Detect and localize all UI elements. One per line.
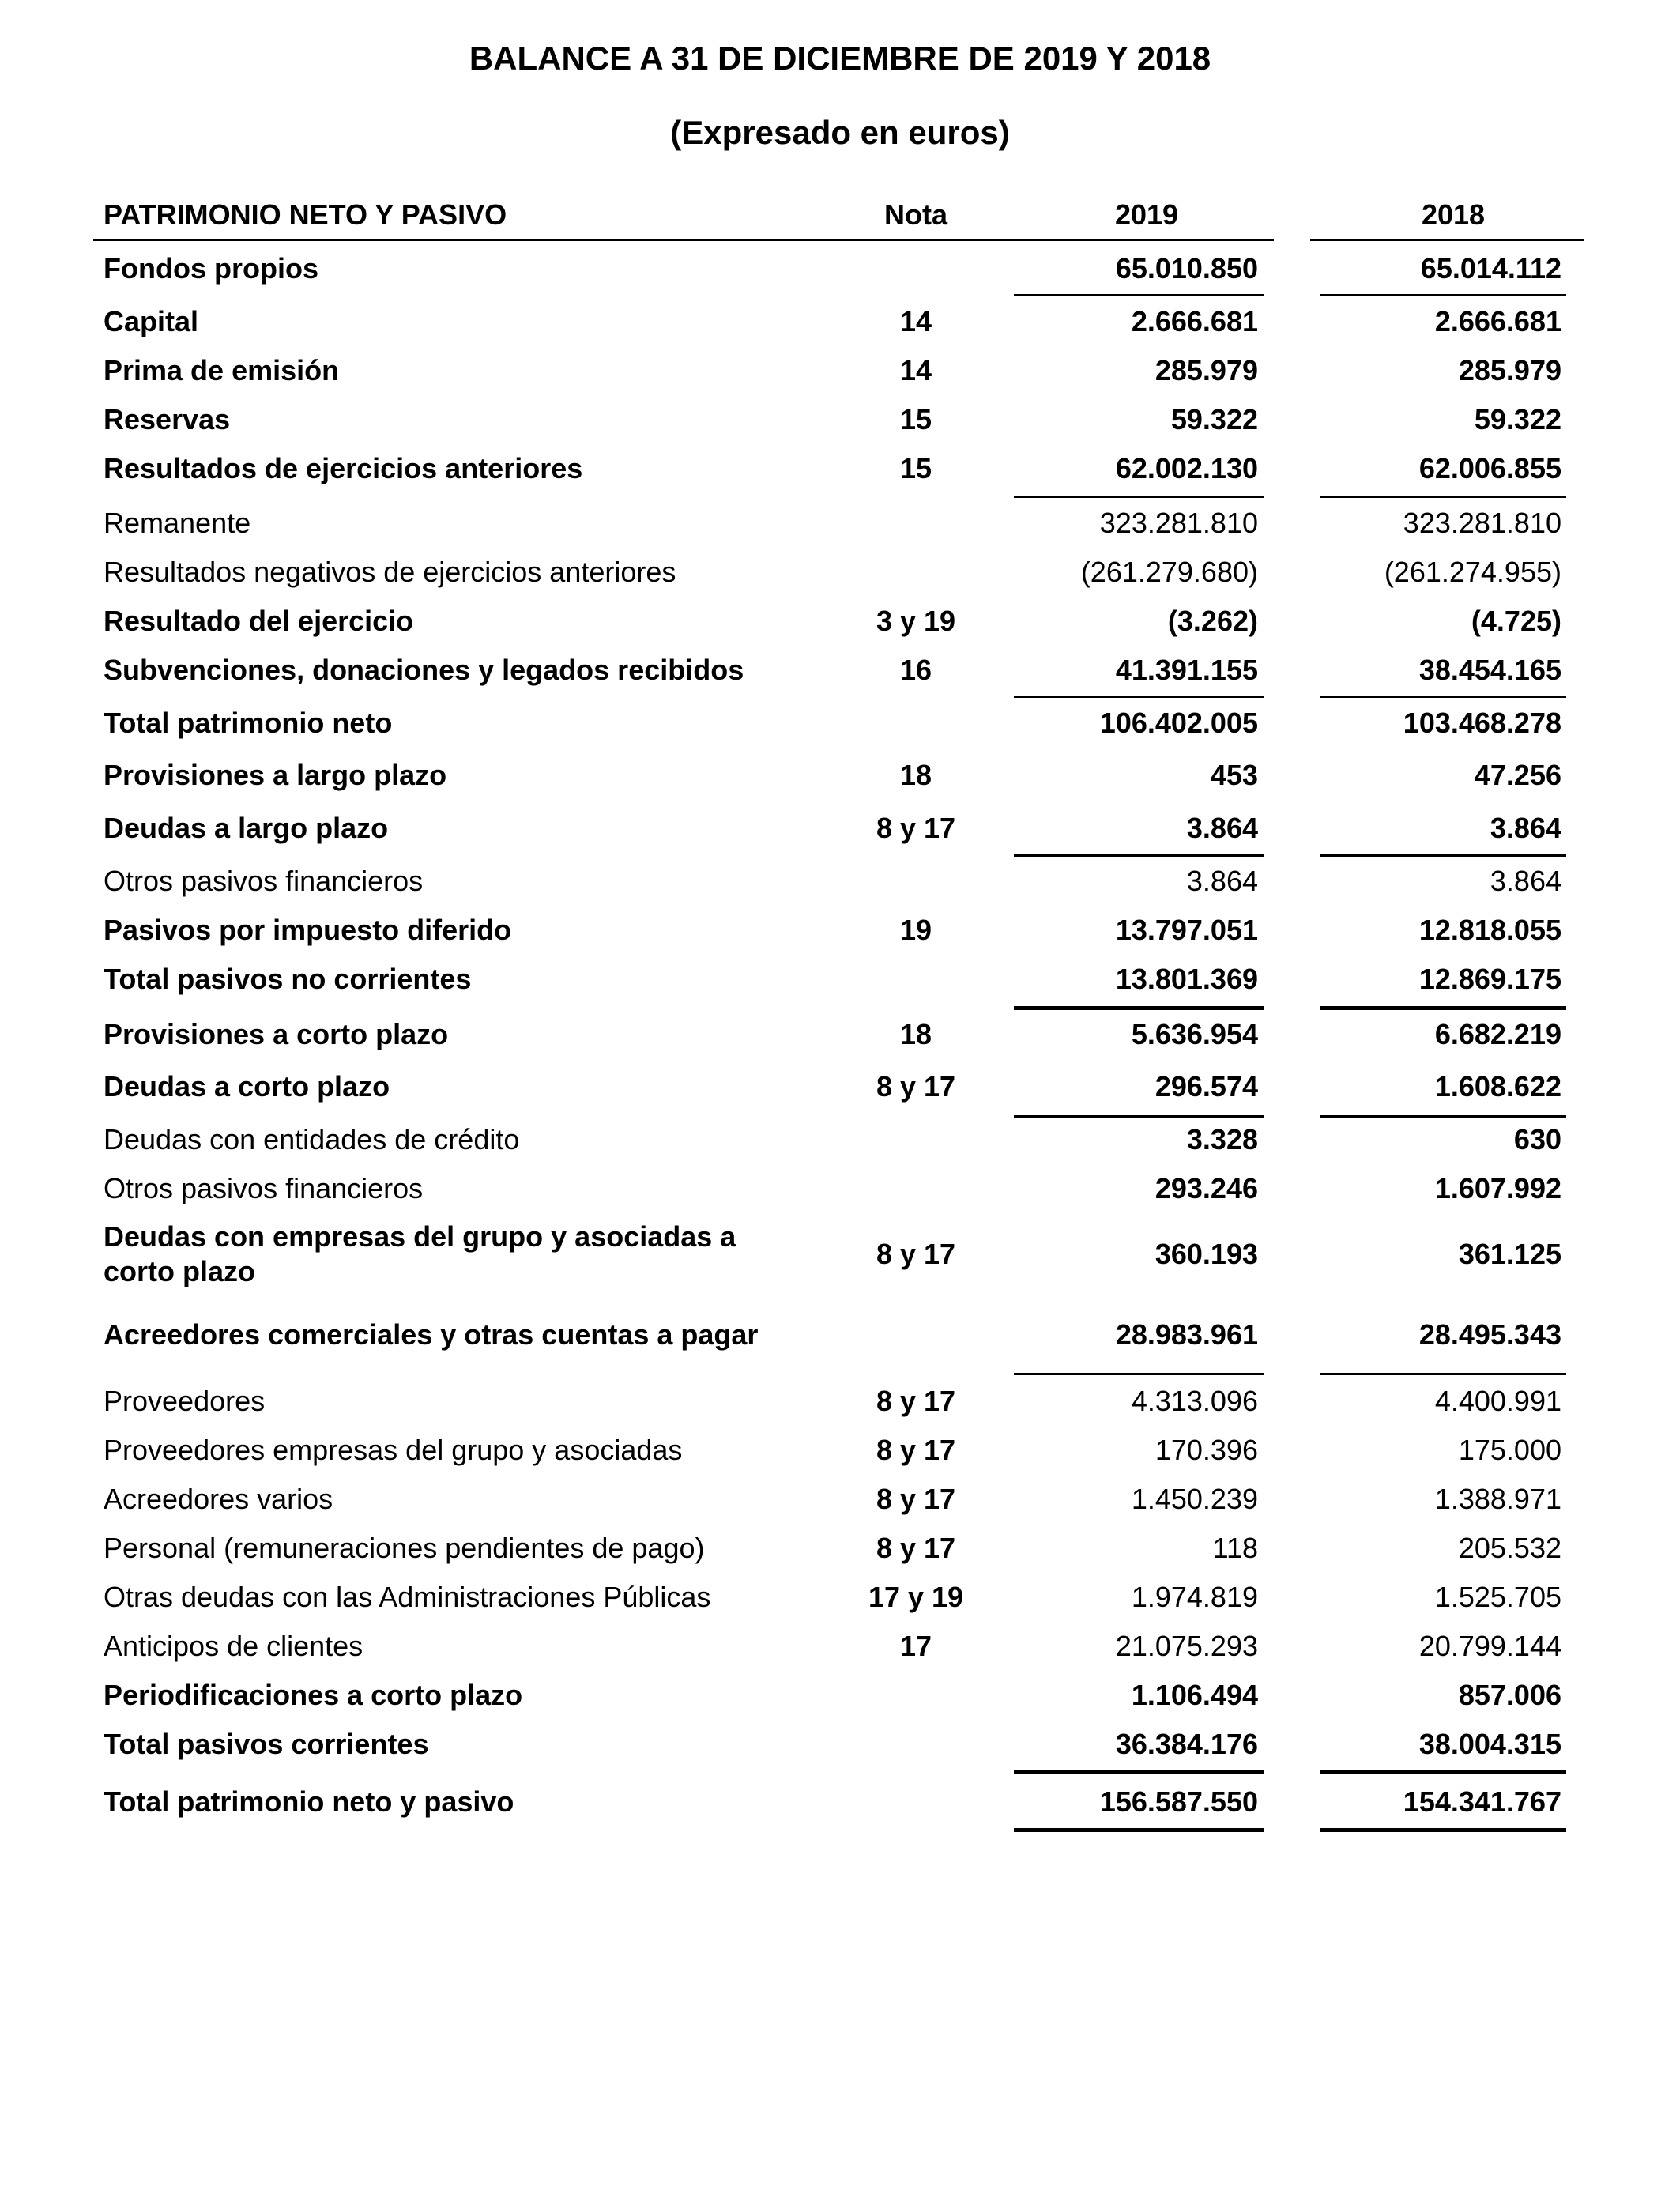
column-rule <box>1320 696 1566 698</box>
row-label: Deudas con empresas del grupo y asociadas a <box>104 1220 736 1253</box>
row-value-2018: 1.525.705 <box>1434 1581 1561 1613</box>
row-value-2018: 857.006 <box>1458 1679 1561 1711</box>
row-value-2018: 12.869.175 <box>1418 963 1561 995</box>
row-value-2018: 65.014.112 <box>1420 252 1561 285</box>
row-value-2018: 38.454.165 <box>1418 654 1561 686</box>
row-nota: 8 y 17 <box>876 1483 956 1515</box>
row-value-2019: 62.002.130 <box>1115 452 1258 484</box>
row-value-2019: 293.246 <box>1155 1172 1258 1204</box>
row-value-2019: 3.864 <box>1186 865 1258 897</box>
row-label: Fondos propios <box>104 252 318 285</box>
row-label: Anticipos de clientes <box>104 1630 363 1662</box>
row-label: Otros pasivos financieros <box>104 1172 424 1204</box>
row-label: Total pasivos corrientes <box>104 1728 429 1760</box>
row-value-2019: 360.193 <box>1155 1238 1258 1270</box>
row-value-2018: 361.125 <box>1458 1238 1561 1270</box>
row-value-2019: 65.010.850 <box>1115 252 1258 285</box>
row-label: Provisiones a largo plazo <box>104 759 447 791</box>
row-nota: 8 y 17 <box>876 1532 956 1564</box>
row-value-2018: 12.818.055 <box>1418 914 1561 946</box>
row-label: Pasivos por impuesto diferido <box>104 914 512 946</box>
row-value-2018: 285.979 <box>1458 354 1561 386</box>
column-rule <box>1320 496 1566 498</box>
column-rule <box>1014 294 1264 296</box>
row-label: Deudas a largo plazo <box>104 812 389 844</box>
row-label: Total patrimonio neto <box>104 707 393 739</box>
column-rule <box>1320 1373 1566 1375</box>
column-rule <box>1014 496 1264 498</box>
row-value-2018: (4.725) <box>1471 605 1561 637</box>
row-value-2019: 156.587.550 <box>1099 1785 1258 1818</box>
row-label: Prima de emisión <box>104 354 340 386</box>
column-rule <box>1320 1770 1566 1774</box>
row-value-2018: 3.864 <box>1490 812 1561 844</box>
row-value-2018: 205.532 <box>1458 1532 1561 1564</box>
header-underline <box>93 239 1584 241</box>
row-value-2019: 4.313.096 <box>1131 1385 1258 1417</box>
row-value-2018: 62.006.855 <box>1418 452 1561 484</box>
row-value-2018: 103.468.278 <box>1403 707 1561 739</box>
row-value-2019: 323.281.810 <box>1099 507 1258 539</box>
row-label: Remanente <box>104 507 251 539</box>
row-value-2018: 2.666.681 <box>1434 305 1561 337</box>
row-nota: 19 <box>899 914 932 946</box>
row-value-2019: 21.075.293 <box>1115 1630 1258 1662</box>
row-value-2019: 2.666.681 <box>1131 305 1258 337</box>
row-nota: 14 <box>899 305 932 337</box>
row-label: Periodificaciones a corto plazo <box>104 1679 523 1711</box>
row-value-2019: (261.279.680) <box>1080 556 1258 588</box>
header-year-2018: 2018 <box>1421 198 1486 231</box>
row-value-2019: 170.396 <box>1155 1434 1258 1466</box>
column-rule <box>1014 854 1264 857</box>
row-nota: 8 y 17 <box>876 1434 956 1466</box>
row-value-2019: 3.328 <box>1186 1123 1258 1155</box>
column-rule <box>1320 1828 1566 1832</box>
page-subtitle: (Expresado en euros) <box>670 114 1010 151</box>
row-label: Deudas a corto plazo <box>104 1070 390 1103</box>
row-nota: 15 <box>899 403 932 435</box>
row-nota: 15 <box>899 452 932 484</box>
row-value-2019: 296.574 <box>1155 1070 1258 1103</box>
row-label: Provisiones a corto plazo <box>104 1018 449 1050</box>
row-nota: 14 <box>899 354 932 386</box>
row-nota: 3 y 19 <box>876 605 956 637</box>
row-value-2018: 6.682.219 <box>1434 1018 1561 1050</box>
row-label: Reservas <box>104 403 231 435</box>
row-value-2019: 59.322 <box>1170 403 1258 435</box>
row-value-2018: 47.256 <box>1474 759 1561 791</box>
page-title: BALANCE A 31 DE DICIEMBRE DE 2019 Y 2018 <box>469 40 1211 77</box>
column-rule <box>1014 1828 1264 1832</box>
row-label: Resultados de ejercicios anteriores <box>104 452 583 484</box>
row-value-2018: 630 <box>1513 1123 1561 1155</box>
column-rule <box>1320 854 1566 857</box>
row-label: Acreedores comerciales y otras cuentas a pagar <box>104 1318 759 1351</box>
row-value-2019: (3.262) <box>1167 605 1258 637</box>
row-value-2019: 106.402.005 <box>1099 707 1258 739</box>
row-value-2019: 1.106.494 <box>1131 1679 1258 1711</box>
row-nota: 17 <box>899 1630 932 1662</box>
row-value-2019: 41.391.155 <box>1115 654 1258 686</box>
row-value-2019: 13.797.051 <box>1115 914 1258 946</box>
row-value-2018: 59.322 <box>1474 403 1561 435</box>
column-rule <box>1320 294 1566 296</box>
row-nota: 18 <box>899 1018 932 1050</box>
row-nota: 8 y 17 <box>876 1238 956 1270</box>
column-rule <box>1014 1373 1264 1375</box>
row-value-2018: 4.400.991 <box>1434 1385 1561 1417</box>
row-value-2018: 38.004.315 <box>1418 1728 1561 1760</box>
row-label: Total pasivos no corrientes <box>104 963 472 995</box>
row-value-2018: 323.281.810 <box>1403 507 1561 539</box>
row-value-2019: 1.974.819 <box>1131 1581 1258 1613</box>
column-rule <box>1014 696 1264 698</box>
row-value-2018: 175.000 <box>1458 1434 1561 1466</box>
row-value-2018: 3.864 <box>1490 865 1561 897</box>
row-label: Capital <box>104 305 199 337</box>
row-value-2019: 28.983.961 <box>1115 1318 1258 1351</box>
row-value-2018: 1.607.992 <box>1434 1172 1561 1204</box>
row-value-2019: 118 <box>1212 1532 1258 1564</box>
row-label: Personal (remuneraciones pendientes de pago) <box>104 1532 705 1564</box>
row-value-2018: 20.799.144 <box>1418 1630 1561 1662</box>
column-rule <box>1014 1006 1264 1010</box>
header-nota: Nota <box>884 198 947 231</box>
row-label: Resultados negativos de ejercicios anteriores <box>104 556 676 588</box>
column-rule <box>1320 1006 1566 1010</box>
row-label: Otras deudas con las Administraciones Públicas <box>104 1581 711 1613</box>
column-rule <box>1014 1770 1264 1774</box>
row-value-2018: (261.274.955) <box>1384 556 1561 588</box>
row-label: Resultado del ejercicio <box>104 605 414 637</box>
row-nota: 8 y 17 <box>876 1385 956 1417</box>
row-nota: 16 <box>899 654 932 686</box>
row-label: Proveedores empresas del grupo y asociadas <box>104 1434 683 1466</box>
row-value-2019: 285.979 <box>1155 354 1258 386</box>
row-value-2019: 5.636.954 <box>1131 1018 1258 1050</box>
row-value-2019: 36.384.176 <box>1115 1728 1258 1760</box>
row-nota: 17 y 19 <box>868 1581 964 1613</box>
row-nota: 8 y 17 <box>876 812 956 844</box>
row-value-2019: 3.864 <box>1186 812 1258 844</box>
column-rule <box>1320 1115 1566 1118</box>
column-rule <box>1014 1115 1264 1118</box>
row-label: Proveedores <box>104 1385 266 1417</box>
row-value-2018: 1.608.622 <box>1434 1070 1561 1103</box>
row-label: Subvenciones, donaciones y legados recibidos <box>104 654 744 686</box>
row-label: Deudas con entidades de crédito <box>104 1123 520 1155</box>
row-value-2019: 453 <box>1210 759 1258 791</box>
row-label: Total patrimonio neto y pasivo <box>104 1785 514 1818</box>
row-value-2018: 1.388.971 <box>1434 1483 1561 1515</box>
row-nota: 8 y 17 <box>876 1070 956 1103</box>
row-value-2018: 154.341.767 <box>1403 1785 1561 1818</box>
row-label: Otros pasivos financieros <box>104 865 424 897</box>
row-value-2019: 1.450.239 <box>1131 1483 1258 1515</box>
row-value-2018: 28.495.343 <box>1418 1318 1561 1351</box>
row-label: Acreedores varios <box>104 1483 333 1515</box>
header-section-label: PATRIMONIO NETO Y PASIVO <box>104 198 507 231</box>
row-label-continued: corto plazo <box>104 1255 256 1287</box>
row-value-2019: 13.801.369 <box>1115 963 1258 995</box>
header-year-2019: 2019 <box>1114 198 1179 231</box>
rule-gap <box>1274 237 1310 243</box>
row-nota: 18 <box>899 759 932 791</box>
